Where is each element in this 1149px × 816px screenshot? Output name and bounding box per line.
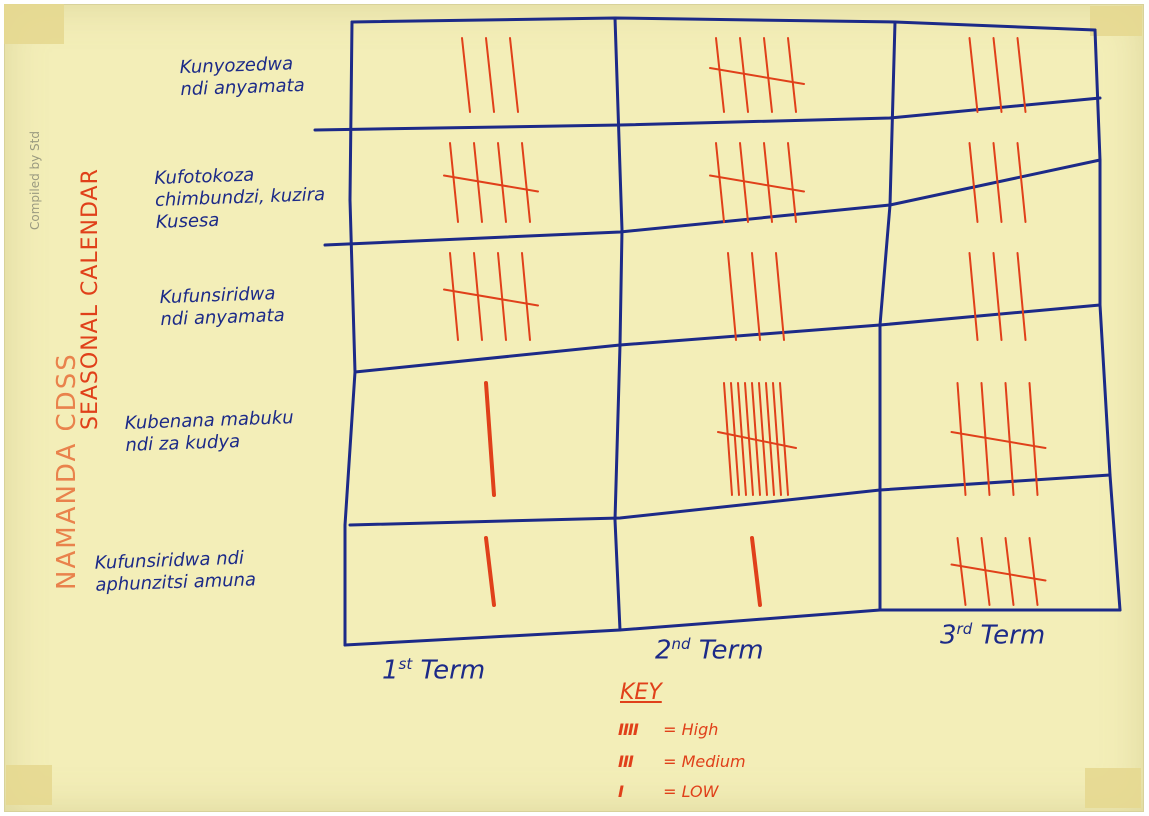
tally-mark-r5-c3-1 bbox=[958, 538, 966, 605]
tally-mark-r3-c2-1 bbox=[728, 253, 736, 340]
tally-mark-r2-c1-4 bbox=[522, 143, 530, 222]
row-label-1-line-1: Kunyozedwa bbox=[179, 53, 294, 79]
term-3-suffix: rd bbox=[956, 620, 973, 638]
tally-mark-r3-c1-4 bbox=[522, 253, 530, 340]
tally-cross-r2-c2 bbox=[710, 176, 804, 192]
grid-line-col-1 bbox=[615, 18, 622, 630]
term-3-number: 3 bbox=[940, 620, 957, 651]
row-label-3-line-1: Kufunsiridwa bbox=[159, 283, 276, 309]
tally-mark-r4-c3-3 bbox=[1006, 383, 1014, 495]
tally-mark-r2-c1-3 bbox=[498, 143, 506, 222]
term-3-word: Term bbox=[980, 620, 1046, 651]
tally-mark-r4-c2-2 bbox=[731, 383, 739, 495]
tally-mark-r4-c2-7 bbox=[766, 383, 774, 495]
tally-mark-r2-c3-3 bbox=[1018, 143, 1026, 222]
tally-cross-r2-c1 bbox=[444, 176, 538, 192]
row-label-5-line-2: aphunzitsi amuna bbox=[95, 569, 257, 596]
term-label-1 bbox=[382, 655, 485, 686]
tally-cross-r5-c3 bbox=[952, 565, 1046, 581]
key-row-low bbox=[618, 782, 718, 801]
calendar-subtitle: NAMANDA CDSS bbox=[52, 352, 82, 590]
term-2-suffix: nd bbox=[671, 635, 691, 653]
row-label-5-line-1: Kufunsiridwa ndi bbox=[94, 547, 245, 574]
grid-line-col-2 bbox=[880, 22, 895, 610]
key-high-marks: IIII bbox=[618, 720, 638, 739]
tally-mark-r4-c2-1 bbox=[724, 383, 732, 495]
calendar-title: SEASONAL CALENDAR bbox=[78, 168, 103, 430]
tally-mark-r2-c2-3 bbox=[764, 143, 772, 222]
key-medium-label: = Medium bbox=[663, 752, 746, 771]
tally-mark-r1-c3-1 bbox=[970, 38, 978, 112]
row-label-4-line-1: Kubenana mabuku bbox=[124, 407, 294, 434]
tally-mark-r4-c2-9 bbox=[780, 383, 788, 495]
grid-line-left bbox=[345, 22, 355, 645]
tally-cross-r4-c3 bbox=[952, 432, 1046, 448]
key-row-high bbox=[618, 720, 718, 739]
tally-mark-r4-c2-3 bbox=[738, 383, 746, 495]
tally-mark-r1-c1-3 bbox=[510, 38, 518, 112]
key-row-medium bbox=[618, 752, 746, 771]
tally-mark-r5-c3-4 bbox=[1030, 538, 1038, 605]
row-label-2-line-2: chimbundzi, kuzira bbox=[154, 184, 326, 211]
tally-mark-r2-c1-1 bbox=[450, 143, 458, 222]
term-2-word: Term bbox=[698, 635, 764, 666]
tally-mark-r1-c3-3 bbox=[1018, 38, 1026, 112]
tally-mark-r2-c2-4 bbox=[788, 143, 796, 222]
key-high-label: = High bbox=[663, 720, 719, 739]
tally-mark-r5-c2-1 bbox=[752, 538, 760, 605]
term-1-number: 1 bbox=[382, 655, 399, 686]
grid-line-row-1 bbox=[315, 98, 1100, 130]
row-label-2-line-3: Kusesa bbox=[155, 209, 220, 233]
tally-mark-r2-c3-1 bbox=[970, 143, 978, 222]
tally-mark-r4-c3-1 bbox=[958, 383, 966, 495]
tally-mark-r1-c3-2 bbox=[994, 38, 1002, 112]
tally-mark-r3-c1-3 bbox=[498, 253, 506, 340]
grid-line-row-4 bbox=[350, 475, 1110, 525]
term-1-word: Term bbox=[420, 655, 486, 686]
term-label-3 bbox=[940, 620, 1045, 651]
tally-mark-r5-c1-1 bbox=[486, 538, 494, 605]
term-label-2 bbox=[655, 635, 764, 666]
tally-mark-r1-c2-3 bbox=[764, 38, 772, 112]
tally-mark-r4-c3-4 bbox=[1030, 383, 1038, 495]
tally-mark-r2-c2-1 bbox=[716, 143, 724, 222]
tally-mark-r3-c2-3 bbox=[776, 253, 784, 340]
tally-cross-r3-c1 bbox=[444, 290, 538, 306]
tally-mark-r4-c2-6 bbox=[759, 383, 767, 495]
grid-line-right bbox=[1095, 30, 1120, 610]
row-label-2-line-1: Kufotokoza bbox=[153, 164, 255, 189]
tally-mark-r3-c1-1 bbox=[450, 253, 458, 340]
tally-mark-r3-c3-1 bbox=[970, 253, 978, 340]
key-low-label: = LOW bbox=[663, 782, 719, 801]
tally-mark-r4-c1-1 bbox=[486, 383, 494, 495]
grid-line-row-3 bbox=[355, 305, 1100, 372]
row-label-1-line-2: ndi anyamata bbox=[180, 74, 306, 101]
row-label-3-line-2: ndi anyamata bbox=[160, 304, 286, 331]
row-label-4-line-2: ndi za kudya bbox=[125, 430, 241, 456]
grid-line-top bbox=[352, 18, 1095, 30]
key-medium-marks: III bbox=[618, 752, 633, 771]
tally-mark-r5-c3-3 bbox=[1006, 538, 1014, 605]
tally-mark-r1-c1-1 bbox=[462, 38, 470, 112]
tally-mark-r4-c2-8 bbox=[773, 383, 781, 495]
key-title: KEY bbox=[620, 680, 662, 705]
tally-mark-r3-c3-2 bbox=[994, 253, 1002, 340]
term-2-number: 2 bbox=[655, 635, 672, 666]
compiled-note: Compiled by Std bbox=[28, 131, 42, 230]
tally-mark-r3-c3-3 bbox=[1018, 253, 1026, 340]
tally-mark-r3-c2-2 bbox=[752, 253, 760, 340]
tally-mark-r1-c2-4 bbox=[788, 38, 796, 112]
key-low-marks: I bbox=[618, 782, 623, 801]
grid-line-row-2 bbox=[325, 160, 1100, 245]
tally-mark-r1-c2-1 bbox=[716, 38, 724, 112]
tally-cross-r1-c2 bbox=[710, 68, 804, 84]
tally-mark-r1-c1-2 bbox=[486, 38, 494, 112]
term-1-suffix: st bbox=[398, 655, 413, 673]
